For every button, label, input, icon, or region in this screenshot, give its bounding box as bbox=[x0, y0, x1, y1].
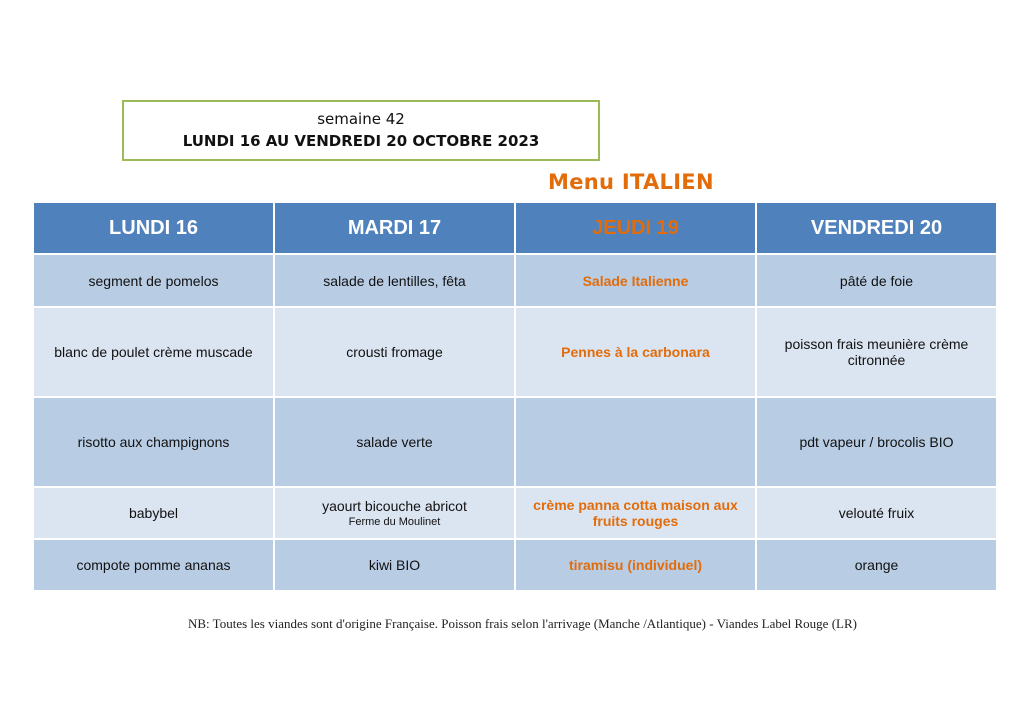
week-dates: LUNDI 16 AU VENDREDI 20 OCTOBRE 2023 bbox=[182, 132, 540, 150]
week-header-box bbox=[122, 100, 600, 161]
day-header-monday: LUNDI 16 bbox=[33, 202, 274, 254]
dish-cell: orange bbox=[756, 539, 997, 591]
menu-theme-title: Menu ITALIEN bbox=[548, 170, 714, 194]
dish-cell: risotto aux champignons bbox=[33, 397, 274, 487]
dish-name: yaourt bicouche abricot bbox=[322, 498, 467, 514]
table-row bbox=[33, 539, 997, 591]
day-header-thursday: JEUDI 19 bbox=[515, 202, 756, 254]
table-row bbox=[33, 487, 997, 539]
footnote: NB: Toutes les viandes sont d'origine Française. Poisson frais selon l'arrivage (Manche /Atlantique) - Viandes Label Rouge (LR) bbox=[188, 616, 857, 631]
day-header-friday: VENDREDI 20 bbox=[756, 202, 997, 254]
dish-cell: salade de lentilles, fêta bbox=[274, 254, 515, 307]
dish-cell: compote pomme ananas bbox=[33, 539, 274, 591]
dish-cell: babybel bbox=[33, 487, 274, 539]
table-row bbox=[33, 254, 997, 307]
dish-cell: pâté de foie bbox=[756, 254, 997, 307]
dish-cell bbox=[274, 487, 515, 539]
dish-cell bbox=[515, 397, 756, 487]
dish-cell: blanc de poulet crème muscade bbox=[33, 307, 274, 397]
dish-cell: salade verte bbox=[274, 397, 515, 487]
table-row bbox=[33, 307, 997, 397]
menu-table bbox=[32, 201, 998, 592]
dish-cell: Salade Italienne bbox=[515, 254, 756, 307]
day-header-tuesday: MARDI 17 bbox=[274, 202, 515, 254]
dish-cell: poisson frais meunière crème citronnée bbox=[756, 307, 997, 397]
week-number: semaine 42 bbox=[317, 110, 405, 128]
dish-cell: kiwi BIO bbox=[274, 539, 515, 591]
dish-cell: segment de pomelos bbox=[33, 254, 274, 307]
dish-cell: crousti fromage bbox=[274, 307, 515, 397]
dish-cell: Pennes à la carbonara bbox=[515, 307, 756, 397]
dish-cell: tiramisu (individuel) bbox=[515, 539, 756, 591]
dish-cell: pdt vapeur / brocolis BIO bbox=[756, 397, 997, 487]
dish-supplier: Ferme du Moulinet bbox=[348, 516, 441, 528]
table-row bbox=[33, 397, 997, 487]
day-header-row bbox=[33, 202, 997, 254]
dish-cell: velouté fruix bbox=[756, 487, 997, 539]
dish-cell: crème panna cotta maison aux fruits rouges bbox=[515, 487, 756, 539]
